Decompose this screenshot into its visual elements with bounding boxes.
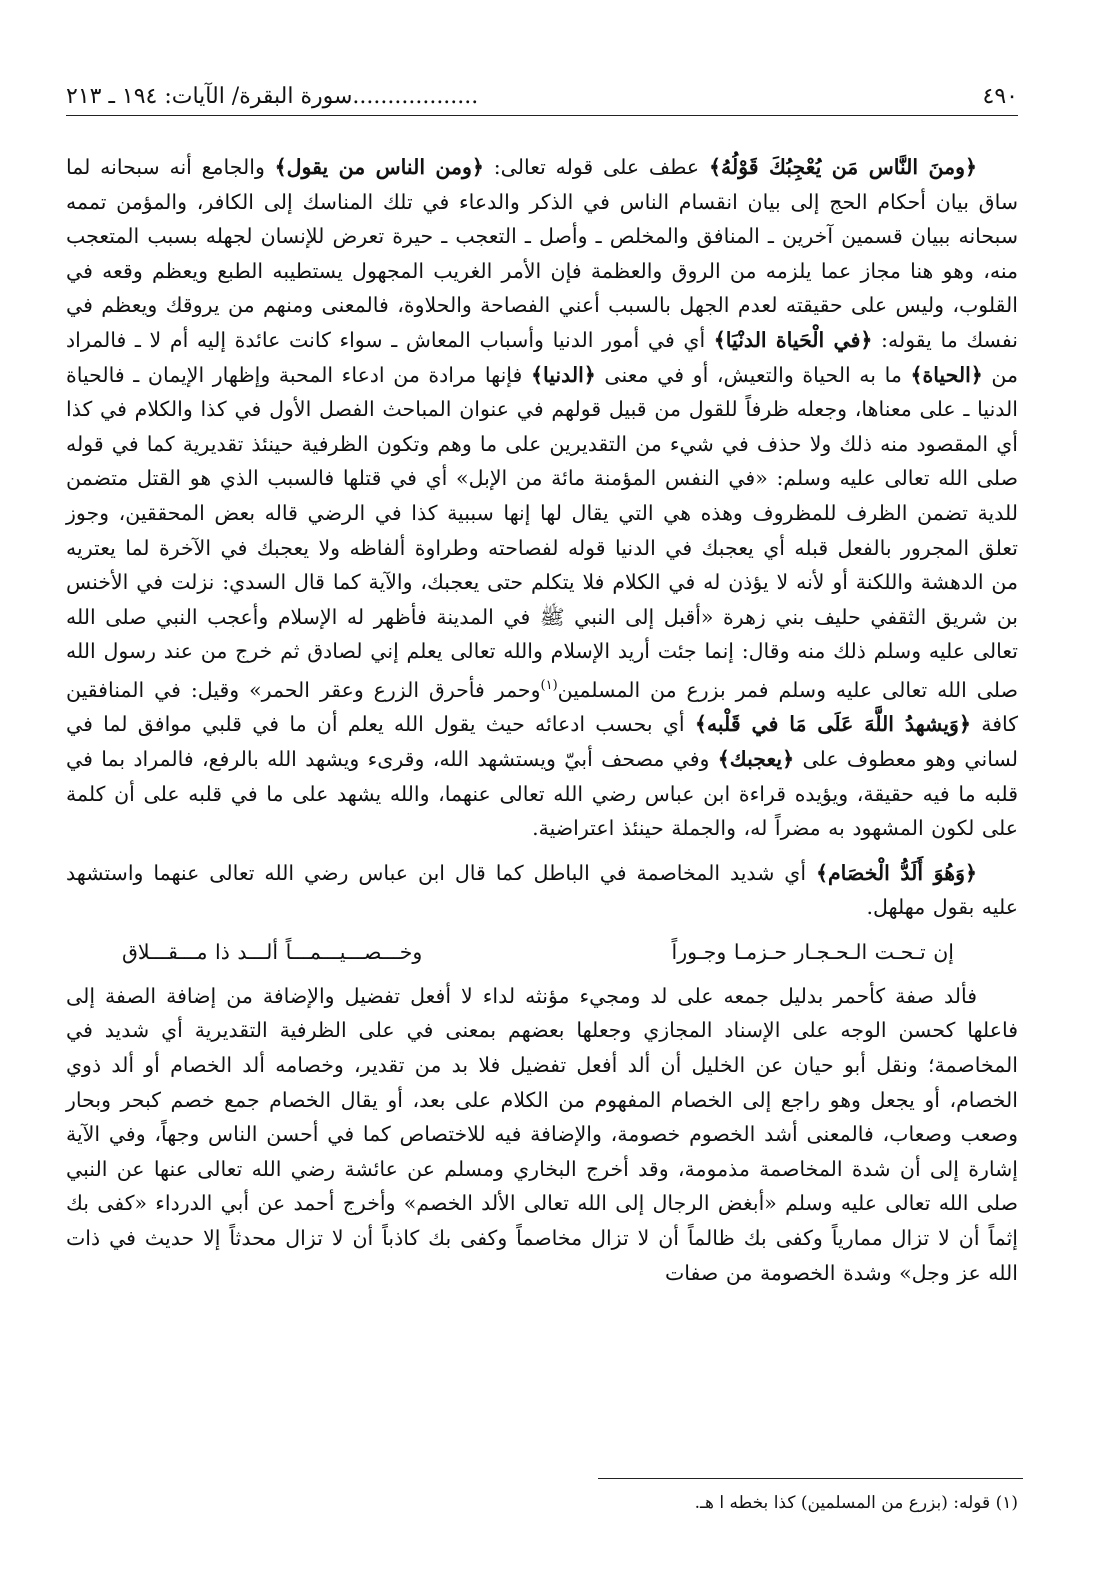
text-run: أي شديد المخاصمة في الباطل كما قال ابن عباس رضي الله تعالى عنهما واستشهد عليه بقول مهلهل. — [66, 860, 1018, 920]
quran-quote: ﴿يعجبك﴾ — [717, 746, 795, 771]
text-run: وحمر فأحرق الزرع وعقر الحمر» وقيل: في المنافقين كافة — [66, 677, 1019, 737]
footnote-separator — [598, 1478, 1023, 1479]
paragraph-1 — [66, 150, 1018, 846]
page-number: ٤٩٠ — [982, 84, 1018, 109]
quran-quote: ﴿الحياة﴾ — [910, 362, 983, 387]
paragraph-3: فألد صفة كأحمر بدليل جمعه على لد ومجيء مؤنثه لداء لا أفعل تفضيل والإضافة من إضافة الصفة إلى فاعلها كحسن الوجه على الإسناد المجازي وجعلها بعضهم بمعنى في على الظرفية التقديرية أي شديد في المخاصمة؛ ونقل أبو حيان عن الخليل أن ألد أفعل تفضيل فلا بد من تقدير، وخصامه ألد الخصام أو ألد ذوي الخصام، أو يجعل وهو راجع إلى الخصام المفهوم من الكلام على بعد، أو يقال الخصام جمع خصم كبحر وبحار وصعب وصعاب، فالمعنى أشد الخصوم خصومة، والإضافة فيه للاختصاص كما في أحسن الناس وجهاً، وفي الآية إشارة إلى أن شدة المخاصمة مذمومة، وقد أخرج البخاري ومسلم عن عائشة رضي الله تعالى عنها عن النبي صلى الله تعالى عليه وسلم «أبغض الرجال إلى الله تعالى الألد الخصم» وأخرج أحمد عن أبي الدرداء «كفى بك إثماً أن لا تزال ممارياً وكفى بك ظالماً أن لا تزال مخاصماً وكفى بك كاذباً أن لا تزال محدثاً إلا حديث في ذات الله عز وجل» وشدة الخصومة من صفات — [66, 983, 1018, 1285]
quran-quote: ﴿ومن الناس من يقول﴾ — [274, 155, 484, 179]
quran-quote: ﴿في الْحَياة الدنْيَا﴾ — [713, 327, 873, 352]
text-run: أي بحسب ادعائه حيث يقول الله يعلم أن ما في قلبي موافق لما في لساني وهو معطوف على — [66, 712, 1018, 771]
quran-quote: ﴿وَهُوَ أَلَدُّ الْخصَام﴾ — [815, 860, 977, 885]
main-text — [66, 150, 1018, 1290]
text-run: أي في أمور الدنيا وأسباب المعاش ـ سواء كانت عائدة إليه أم لا ـ فالمراد من — [66, 327, 1019, 387]
running-title: ..................سورة البقرة/ الآيات: ١٩٤ ـ ٢١٣ — [66, 84, 479, 109]
footnote-reference: (١) — [540, 677, 558, 693]
text-run: والجامع أنه سبحانه لما ساق بيان أحكام الحج إلى بيان انقسام الناس في الذكر والدعاء في تلك المناسك إلى الكافر، والمؤمن تممه سبحانه ببيان قسمين آخرين ـ المنافق والمخلص ـ وأصل ـ التعجب ـ حيرة تعرض للإنسان لجهله بسبب المتعجب منه، وهو هنا مجاز عما يلزمه من الروق والعظمة فإن الأمر الغريب المجهول يستطيبه الطبع ويعظم وقعه في القلوب، وليس على حقيقته لعدم الجهل بالسبب أعني الفصاحة والحلاوة، فالمعنى ومنهم من يروقك ويعظم في نفسك ما يقوله: — [66, 155, 1018, 352]
text-run: فإنها مرادة من ادعاء المحبة وإظهار الإيمان ـ فالحياة الدنيا ـ على معناها، وجعله ظرفاً للقول من قبيل قولهم في عنوان المباحث الفصل الأول في كذا والكلام في كذا أي المقصود منه ذلك ولا حذف في شيء من التقديرين على ما وهم وتكون الظرفية حينئذ تقديرية كما في قوله صلى الله تعالى عليه وسلم: «في النفس المؤمنة مائة من الإبل» أي في قتلها فالسبب الذي هو القتل متضمن للدية تضمن الظرف للمظروف وهذه هي التي يقال لها إنها سببية كذا في الرضي قاله بعض المحققين، وجوز تعلق المجرور بالفعل قبله أي يعجبك في الدنيا قوله لفصاحته وطراوة ألفاظه ولا يعجبك في الآخرة لما يعتريه من الدهشة واللكنة أو لأنه لا يؤذن له في الكلام فلا يتكلم حتى يعجبك، والآية كما قال السدي: نزلت في الأخنس بن شريق الثقفي حليف بني زهرة «أقبل إلى النبي ﷺ في المدينة فأظهر له الإسلام وأعجب النبي صلى الله تعالى عليه وسلم ذلك منه وقال: إنما جئت أريد الإسلام والله تعالى يعلم إني لصادق ثم خرج من عند رسول الله صلى الله تعالى عليه وسلم فمر بزرع من المسلمين — [66, 362, 1018, 702]
text-run: وفي مصحف أبيّ ويستشهد الله، وقرىء ويشهد الله بالرفع، فالمراد بما في قلبه ما فيه حقيقة، ويؤيده قراءة ابن عباس رضي الله تعالى عنهما، والله يشهد على ما في قلبه على أن كلمة على لكون المشهود به مضراً له، والجملة حينئذ اعتراضية. — [66, 746, 1018, 841]
page-header — [66, 84, 1018, 116]
footnote: (١) قوله: (بزرع من المسلمين) كذا بخطه ا هـ. — [694, 1493, 1018, 1513]
text-run: ما به الحياة والتعيش، أو في معنى — [595, 362, 911, 387]
paragraph-2 — [66, 856, 1018, 925]
verse-first-hemistich: إن تـحـت الـحـجـار حـزمـا وجـوراً — [671, 939, 954, 964]
quran-quote: ﴿ومنَ النَّاس مَن يُعْجِبُكَ قَوْلُهُ﴾ — [708, 155, 977, 179]
poetry-verse — [66, 925, 1018, 979]
quran-quote: ﴿الدنيا﴾ — [530, 362, 596, 387]
quran-quote: ﴿وَيشهدُ اللَّهَ عَلَى مَا في قَلْبه﴾ — [694, 712, 971, 737]
text-run: عطف على قوله تعالى: — [483, 155, 709, 179]
verse-second-hemistich: وخـــصـــيـــمـــاً ألـــد ذا مـــقـــلاق — [122, 939, 423, 964]
